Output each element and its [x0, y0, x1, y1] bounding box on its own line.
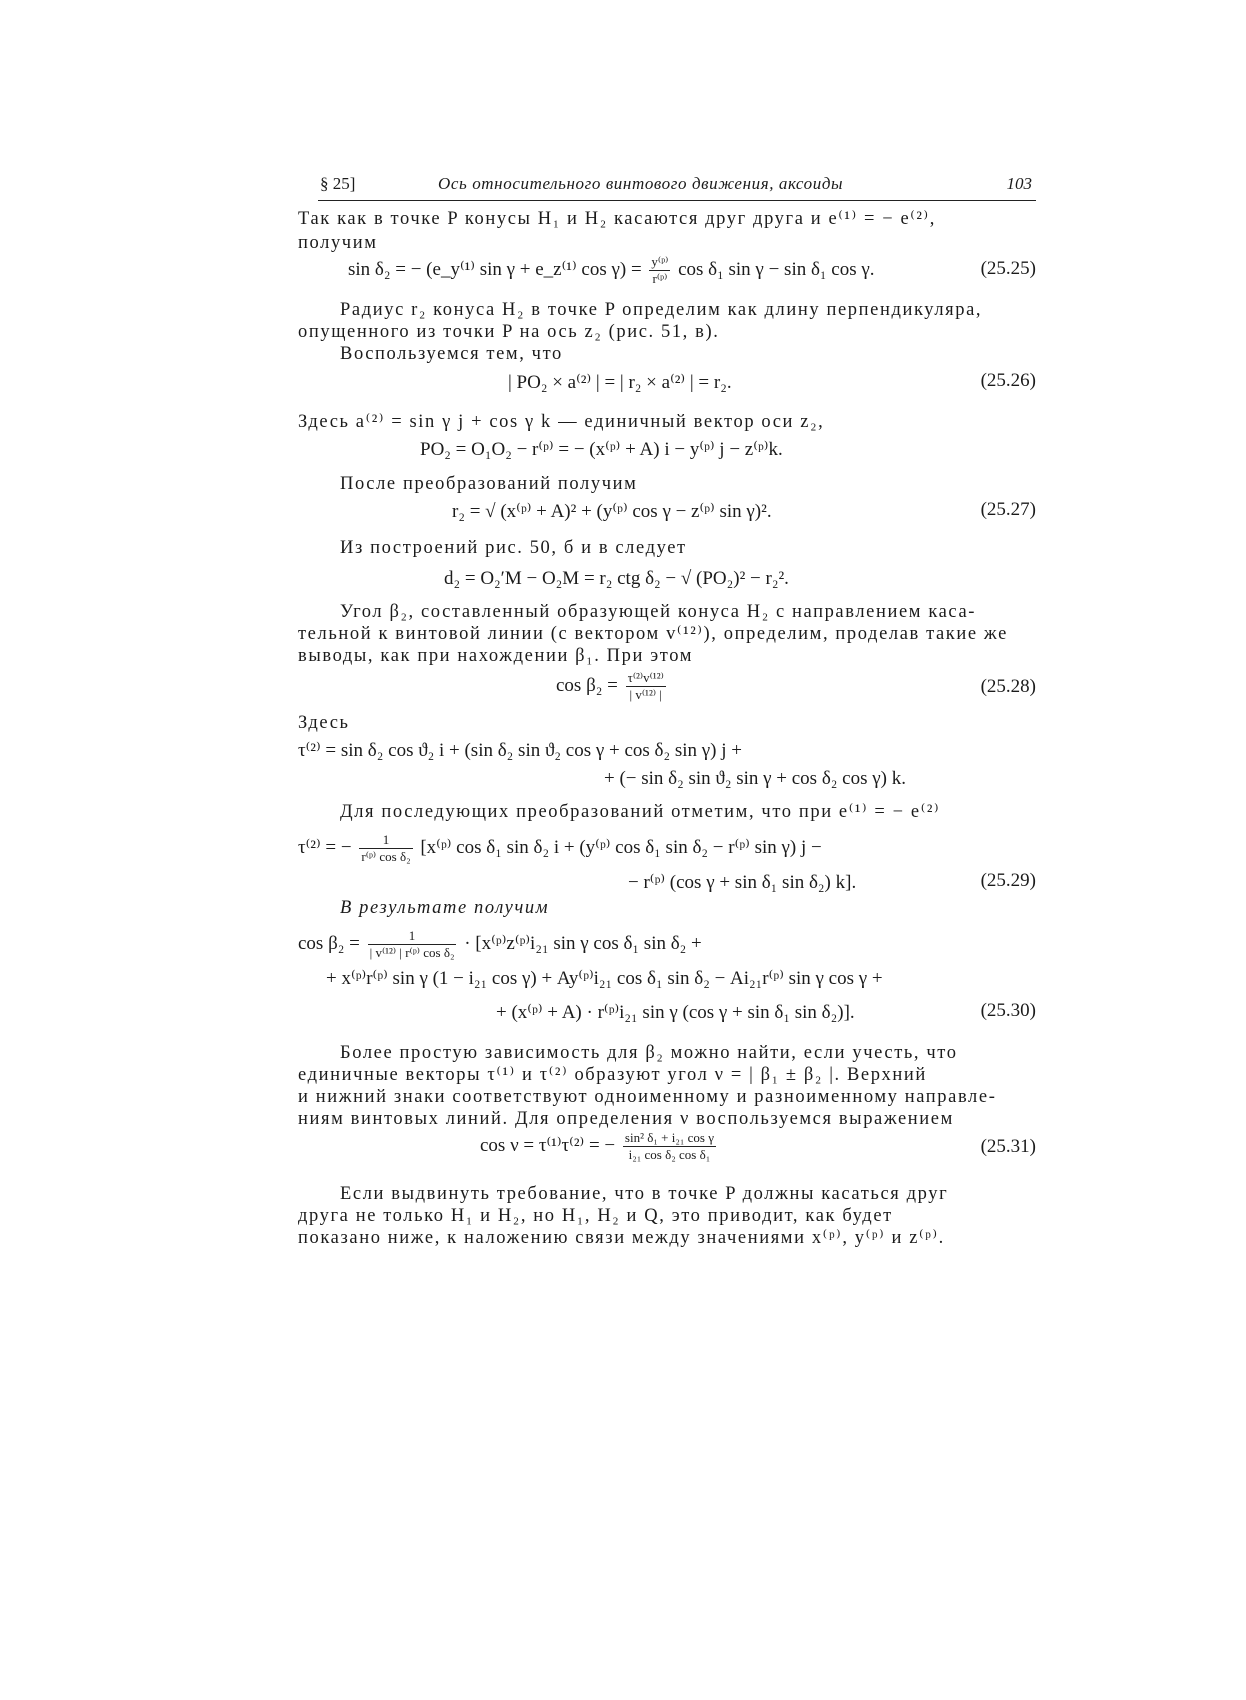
eq-part: cos β₂ =	[298, 932, 360, 954]
equation-number: (25.28)	[980, 676, 1036, 697]
fraction	[649, 254, 670, 287]
section-mark: § 25]	[320, 174, 356, 193]
fraction-denominator: r⁽ᵖ⁾ cos δ₂	[361, 849, 411, 864]
eq-part: [x⁽ᵖ⁾ cos δ₁ sin δ₂ i + (y⁽ᵖ⁾ cos δ₁ sin δ₂ − r⁽ᵖ⁾ sin γ) j −	[420, 836, 822, 858]
equation-number: (25.31)	[980, 1136, 1036, 1157]
paragraph-line: выводы, как при нахождении β₁. При этом	[298, 646, 694, 666]
running-header	[318, 170, 1036, 201]
paragraph-line: Здесь a⁽²⁾ = sin γ j + cos γ k — единичный вектор оси z₂,	[298, 412, 825, 432]
fraction-numerator: sin² δ₁ + i₂₁ cos γ	[624, 1130, 714, 1145]
paragraph-line: После преобразований получим	[340, 474, 638, 494]
equation-tau-line1: τ⁽²⁾ = sin δ₂ cos ϑ₂ i + (sin δ₂ sin ϑ₂ cos γ + cos δ₂ sin γ) j +	[298, 740, 742, 761]
fraction	[368, 928, 457, 961]
equation-25-30-line3: + (x⁽ᵖ⁾ + A) · r⁽ᵖ⁾i₂₁ sin γ (cos γ + sin δ₁ sin δ₂)].	[496, 1002, 855, 1023]
paragraph-line: Здесь	[298, 713, 350, 733]
equation-25-27: r₂ = √ (x⁽ᵖ⁾ + A)² + (y⁽ᵖ⁾ cos γ − z⁽ᵖ⁾ sin γ)².	[452, 501, 772, 522]
fraction	[623, 1130, 716, 1163]
paragraph-line: Угол β₂, составленный образующей конуса H₂ с направлением каса-	[340, 602, 977, 622]
eq-part: cos β₂ =	[556, 674, 618, 696]
eq-part: · [x⁽ᵖ⁾z⁽ᵖ⁾i₂₁ sin γ cos δ₁ sin δ₂ +	[464, 932, 702, 954]
equation-d2: d₂ = O₂′M − O₂M = r₂ ctg δ₂ − √ (PO₂)² − r₂².	[444, 568, 789, 589]
fraction-numerator: τ⁽²⁾v⁽¹²⁾	[627, 670, 664, 685]
paragraph-line: Так как в точке P конусы H₁ и H₂ касаются друг друга и e⁽¹⁾ = − e⁽²⁾,	[298, 209, 936, 229]
paragraph-line: и нижний знаки соответствуют одноименному и разноименному направле-	[298, 1087, 997, 1107]
paragraph-line: опущенного из точки P на ось z₂ (рис. 51, в).	[298, 322, 720, 342]
paragraph-line: Воспользуемся тем, что	[340, 344, 563, 364]
header-title: Ось относительного винтового движения, аксоиды	[438, 174, 844, 193]
paragraph-line: друга не только H₁ и H₂, но H₁, H₂ и Q, это приводит, как будет	[298, 1206, 893, 1226]
equation-number: (25.27)	[980, 499, 1036, 520]
equation-number: (25.26)	[980, 370, 1036, 391]
paragraph-line: Если выдвинуть требование, что в точке P должны касаться друг	[340, 1184, 949, 1204]
paragraph-line: единичные векторы τ⁽¹⁾ и τ⁽²⁾ образуют угол ν = | β₁ ± β₂ |. Верхний	[298, 1065, 927, 1085]
equation-po2: PO₂ = O₁O₂ − r⁽ᵖ⁾ = − (x⁽ᵖ⁾ + A) i − y⁽ᵖ⁾ j − z⁽ᵖ⁾k.	[420, 439, 783, 460]
equation-25-30	[298, 928, 702, 961]
equation-25-29-cont: − r⁽ᵖ⁾ (cos γ + sin δ₁ sin δ₂) k].	[628, 872, 857, 893]
fraction-denominator: | v⁽¹²⁾ |	[629, 687, 662, 702]
fraction-denominator: | v⁽¹²⁾ | r⁽ᵖ⁾ cos δ₂	[369, 945, 455, 960]
paragraph-line: тельной к винтовой линии (с вектором v⁽¹²⁾), определим, проделав такие же	[298, 624, 1008, 644]
paragraph-line: Для последующих преобразований отметим, что при e⁽¹⁾ = − e⁽²⁾	[340, 802, 941, 822]
paragraph-line: получим	[298, 233, 378, 253]
equation-tau-line2: + (− sin δ₂ sin ϑ₂ sin γ + cos δ₂ cos γ) k.	[604, 768, 906, 789]
fraction-denominator: i₂₁ cos δ₂ cos δ₁	[628, 1147, 711, 1162]
eq-part: cos ν = τ⁽¹⁾τ⁽²⁾ = −	[480, 1134, 616, 1156]
equation-25-30-line2: + x⁽ᵖ⁾r⁽ᵖ⁾ sin γ (1 − i₂₁ cos γ) + Ay⁽ᵖ⁾i₂₁ cos δ₁ sin δ₂ − Ai₂₁r⁽ᵖ⁾ sin γ cos γ +	[326, 968, 883, 989]
eq-part: cos δ₁ sin γ − sin δ₁ cos γ.	[678, 258, 875, 280]
equation-25-26: | PO₂ × a⁽²⁾ | = | r₂ × a⁽²⁾ | = r₂.	[508, 372, 732, 393]
paragraph-line: В результате получим	[340, 898, 550, 918]
fraction-numerator: y⁽ᵖ⁾	[651, 254, 669, 269]
equation-number: (25.25)	[980, 258, 1036, 279]
equation-25-25	[348, 254, 875, 287]
page-number: 103	[1006, 174, 1032, 193]
fraction-numerator: 1	[368, 928, 457, 945]
equation-number: (25.30)	[980, 1000, 1036, 1021]
fraction	[626, 670, 666, 703]
equation-number: (25.29)	[980, 870, 1036, 891]
equation-25-29	[298, 832, 822, 865]
paragraph-line: ниям винтовых линий. Для определения ν воспользуемся выражением	[298, 1109, 954, 1129]
eq-part: τ⁽²⁾ = −	[298, 836, 352, 858]
paragraph-line: Из построений рис. 50, б и в следует	[340, 538, 687, 558]
equation-25-28	[556, 670, 669, 703]
fraction	[359, 832, 412, 865]
fraction-denominator: r⁽ᵖ⁾	[652, 271, 668, 286]
eq-part: sin δ₂ = − (e_y⁽¹⁾ sin γ + e_z⁽¹⁾ cos γ) =	[348, 258, 642, 280]
paragraph-line: показано ниже, к наложению связи между значениями x⁽ᵖ⁾, y⁽ᵖ⁾ и z⁽ᵖ⁾.	[298, 1228, 945, 1248]
equation-25-31	[480, 1130, 719, 1163]
paragraph-line: Радиус r₂ конуса H₂ в точке P определим как длину перпендикуляра,	[340, 300, 983, 320]
paragraph-line: Более простую зависимость для β₂ можно найти, если учесть, что	[340, 1043, 958, 1063]
fraction-numerator: 1	[359, 832, 412, 849]
